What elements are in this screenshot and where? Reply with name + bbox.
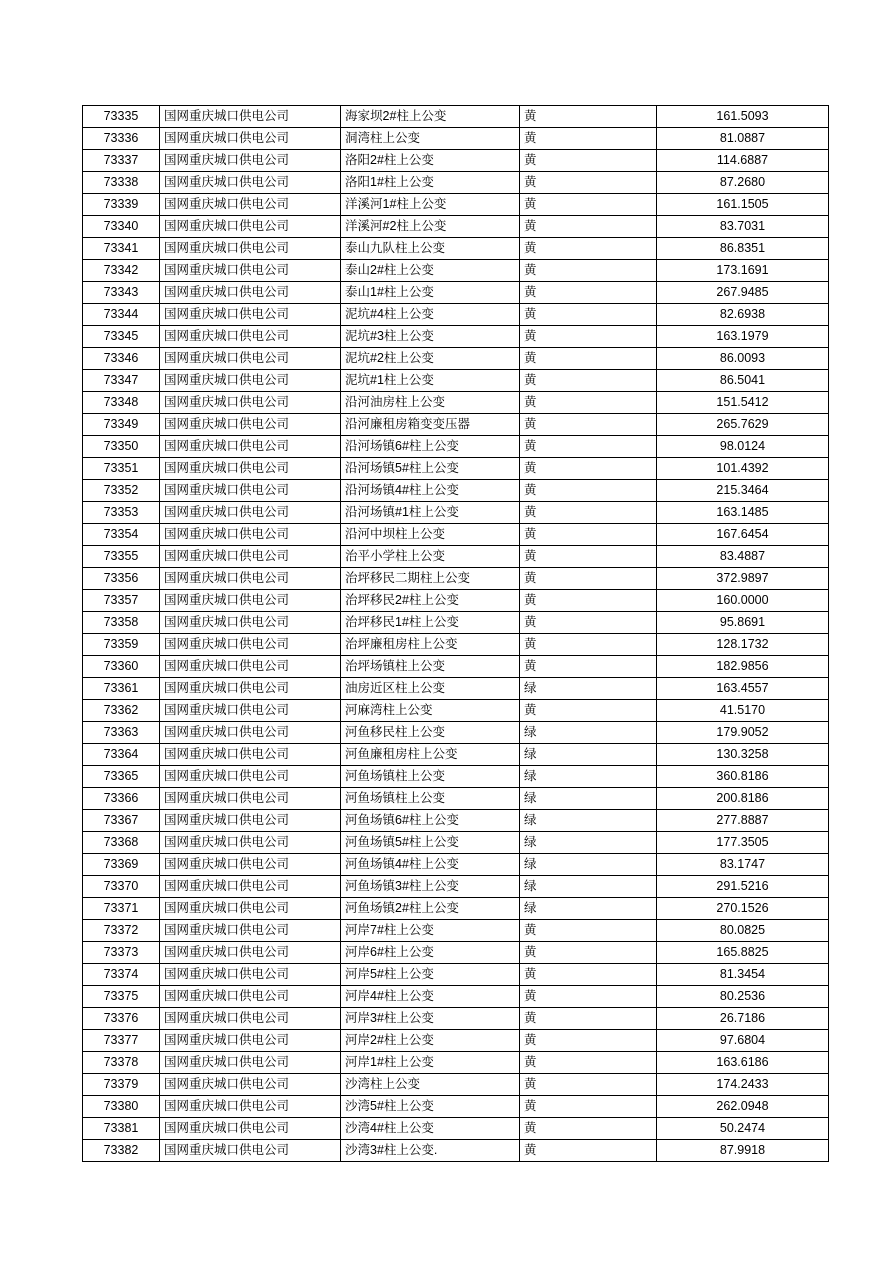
cell-company: 国网重庆城口供电公司	[160, 744, 341, 766]
cell-id: 73355	[83, 546, 160, 568]
cell-color: 黄	[520, 392, 657, 414]
cell-company: 国网重庆城口供电公司	[160, 854, 341, 876]
cell-value: 215.3464	[657, 480, 829, 502]
cell-id: 73344	[83, 304, 160, 326]
cell-value: 95.8691	[657, 612, 829, 634]
cell-value: 83.7031	[657, 216, 829, 238]
cell-device: 沿河中坝柱上公变	[341, 524, 520, 546]
cell-value: 167.6454	[657, 524, 829, 546]
cell-id: 73339	[83, 194, 160, 216]
cell-color: 黄	[520, 106, 657, 128]
cell-color: 黄	[520, 1096, 657, 1118]
cell-company: 国网重庆城口供电公司	[160, 1074, 341, 1096]
cell-id: 73348	[83, 392, 160, 414]
cell-value: 97.6804	[657, 1030, 829, 1052]
table-body	[83, 106, 829, 1162]
cell-id: 73372	[83, 920, 160, 942]
cell-id: 73351	[83, 458, 160, 480]
cell-value: 163.1485	[657, 502, 829, 524]
cell-id: 73376	[83, 1008, 160, 1030]
cell-value: 80.0825	[657, 920, 829, 942]
cell-value: 360.8186	[657, 766, 829, 788]
table-row	[83, 348, 829, 370]
table-row	[83, 898, 829, 920]
cell-value: 98.0124	[657, 436, 829, 458]
table-row	[83, 590, 829, 612]
table-row	[83, 150, 829, 172]
cell-device: 河鱼移民柱上公变	[341, 722, 520, 744]
cell-id: 73366	[83, 788, 160, 810]
cell-device: 沙湾5#柱上公变	[341, 1096, 520, 1118]
cell-color: 黄	[520, 172, 657, 194]
table-row	[83, 546, 829, 568]
cell-device: 沙湾4#柱上公变	[341, 1118, 520, 1140]
cell-color: 黄	[520, 546, 657, 568]
table-row	[83, 832, 829, 854]
cell-color: 黄	[520, 986, 657, 1008]
cell-value: 165.8825	[657, 942, 829, 964]
cell-color: 黄	[520, 964, 657, 986]
cell-company: 国网重庆城口供电公司	[160, 898, 341, 920]
table-row	[83, 1118, 829, 1140]
cell-id: 73369	[83, 854, 160, 876]
cell-color: 黄	[520, 128, 657, 150]
table-row	[83, 634, 829, 656]
table-row	[83, 238, 829, 260]
cell-color: 黄	[520, 150, 657, 172]
cell-company: 国网重庆城口供电公司	[160, 876, 341, 898]
cell-company: 国网重庆城口供电公司	[160, 678, 341, 700]
cell-company: 国网重庆城口供电公司	[160, 656, 341, 678]
table-row	[83, 744, 829, 766]
cell-color: 绿	[520, 678, 657, 700]
cell-id: 73335	[83, 106, 160, 128]
cell-company: 国网重庆城口供电公司	[160, 106, 341, 128]
cell-company: 国网重庆城口供电公司	[160, 128, 341, 150]
cell-device: 治坪场镇柱上公变	[341, 656, 520, 678]
cell-color: 绿	[520, 898, 657, 920]
cell-id: 73349	[83, 414, 160, 436]
cell-id: 73364	[83, 744, 160, 766]
cell-value: 82.6938	[657, 304, 829, 326]
cell-color: 黄	[520, 260, 657, 282]
table-row	[83, 810, 829, 832]
cell-device: 沿河场镇6#柱上公变	[341, 436, 520, 458]
cell-id: 73377	[83, 1030, 160, 1052]
cell-id: 73340	[83, 216, 160, 238]
cell-value: 26.7186	[657, 1008, 829, 1030]
cell-device: 泰山九队柱上公变	[341, 238, 520, 260]
cell-value: 163.4557	[657, 678, 829, 700]
cell-value: 87.2680	[657, 172, 829, 194]
table-row	[83, 920, 829, 942]
cell-color: 黄	[520, 480, 657, 502]
cell-value: 179.9052	[657, 722, 829, 744]
cell-color: 黄	[520, 1052, 657, 1074]
cell-id: 73357	[83, 590, 160, 612]
cell-color: 黄	[520, 920, 657, 942]
table-row	[83, 964, 829, 986]
cell-device: 沿河场镇#1柱上公变	[341, 502, 520, 524]
cell-device: 洛阳2#柱上公变	[341, 150, 520, 172]
cell-device: 河岸4#柱上公变	[341, 986, 520, 1008]
cell-device: 河鱼场镇5#柱上公变	[341, 832, 520, 854]
cell-value: 262.0948	[657, 1096, 829, 1118]
table-row	[83, 788, 829, 810]
cell-company: 国网重庆城口供电公司	[160, 920, 341, 942]
cell-device: 治坪廉租房柱上公变	[341, 634, 520, 656]
cell-value: 267.9485	[657, 282, 829, 304]
cell-color: 绿	[520, 832, 657, 854]
cell-device: 泥坑#4柱上公变	[341, 304, 520, 326]
cell-color: 绿	[520, 810, 657, 832]
cell-value: 81.3454	[657, 964, 829, 986]
table-row	[83, 414, 829, 436]
cell-value: 130.3258	[657, 744, 829, 766]
cell-company: 国网重庆城口供电公司	[160, 326, 341, 348]
cell-value: 161.1505	[657, 194, 829, 216]
table-row	[83, 436, 829, 458]
cell-color: 绿	[520, 876, 657, 898]
cell-color: 黄	[520, 304, 657, 326]
cell-color: 黄	[520, 194, 657, 216]
cell-id: 73353	[83, 502, 160, 524]
cell-device: 洋溪河1#柱上公变	[341, 194, 520, 216]
cell-company: 国网重庆城口供电公司	[160, 238, 341, 260]
cell-device: 河鱼场镇柱上公变	[341, 766, 520, 788]
cell-color: 黄	[520, 238, 657, 260]
table-row	[83, 1052, 829, 1074]
table-row	[83, 128, 829, 150]
cell-company: 国网重庆城口供电公司	[160, 546, 341, 568]
cell-value: 163.1979	[657, 326, 829, 348]
cell-company: 国网重庆城口供电公司	[160, 568, 341, 590]
cell-company: 国网重庆城口供电公司	[160, 1052, 341, 1074]
cell-company: 国网重庆城口供电公司	[160, 1096, 341, 1118]
table-row	[83, 260, 829, 282]
cell-color: 黄	[520, 524, 657, 546]
cell-value: 173.1691	[657, 260, 829, 282]
cell-color: 黄	[520, 1074, 657, 1096]
cell-company: 国网重庆城口供电公司	[160, 810, 341, 832]
table-row	[83, 942, 829, 964]
cell-value: 41.5170	[657, 700, 829, 722]
cell-color: 黄	[520, 1118, 657, 1140]
cell-color: 绿	[520, 766, 657, 788]
table-row	[83, 854, 829, 876]
cell-id: 73342	[83, 260, 160, 282]
table-row	[83, 480, 829, 502]
cell-value: 50.2474	[657, 1118, 829, 1140]
table-row	[83, 304, 829, 326]
cell-value: 177.3505	[657, 832, 829, 854]
cell-device: 洛阳1#柱上公变	[341, 172, 520, 194]
cell-color: 黄	[520, 568, 657, 590]
cell-device: 河鱼场镇4#柱上公变	[341, 854, 520, 876]
table-row	[83, 524, 829, 546]
table-row	[83, 1030, 829, 1052]
cell-id: 73350	[83, 436, 160, 458]
table-row	[83, 568, 829, 590]
cell-color: 黄	[520, 942, 657, 964]
cell-id: 73382	[83, 1140, 160, 1162]
cell-company: 国网重庆城口供电公司	[160, 436, 341, 458]
cell-color: 黄	[520, 1140, 657, 1162]
cell-id: 73359	[83, 634, 160, 656]
cell-id: 73346	[83, 348, 160, 370]
cell-device: 泥坑#3柱上公变	[341, 326, 520, 348]
cell-value: 151.5412	[657, 392, 829, 414]
cell-company: 国网重庆城口供电公司	[160, 282, 341, 304]
cell-company: 国网重庆城口供电公司	[160, 260, 341, 282]
cell-device: 油房近区柱上公变	[341, 678, 520, 700]
cell-color: 绿	[520, 854, 657, 876]
cell-company: 国网重庆城口供电公司	[160, 634, 341, 656]
table-row	[83, 282, 829, 304]
cell-company: 国网重庆城口供电公司	[160, 370, 341, 392]
cell-device: 河鱼场镇柱上公变	[341, 788, 520, 810]
transformer-data-table	[82, 105, 829, 1162]
cell-id: 73343	[83, 282, 160, 304]
cell-value: 86.0093	[657, 348, 829, 370]
cell-company: 国网重庆城口供电公司	[160, 392, 341, 414]
table-row	[83, 1008, 829, 1030]
cell-id: 73360	[83, 656, 160, 678]
cell-device: 洞湾柱上公变	[341, 128, 520, 150]
table-row	[83, 502, 829, 524]
cell-company: 国网重庆城口供电公司	[160, 986, 341, 1008]
cell-company: 国网重庆城口供电公司	[160, 1140, 341, 1162]
table-row	[83, 106, 829, 128]
cell-device: 河岸2#柱上公变	[341, 1030, 520, 1052]
cell-company: 国网重庆城口供电公司	[160, 1118, 341, 1140]
cell-value: 200.8186	[657, 788, 829, 810]
cell-company: 国网重庆城口供电公司	[160, 766, 341, 788]
cell-value: 182.9856	[657, 656, 829, 678]
cell-value: 291.5216	[657, 876, 829, 898]
cell-device: 河岸6#柱上公变	[341, 942, 520, 964]
cell-id: 73345	[83, 326, 160, 348]
cell-device: 河鱼场镇6#柱上公变	[341, 810, 520, 832]
cell-value: 86.5041	[657, 370, 829, 392]
cell-id: 73362	[83, 700, 160, 722]
cell-id: 73373	[83, 942, 160, 964]
cell-id: 73363	[83, 722, 160, 744]
cell-device: 河鱼场镇3#柱上公变	[341, 876, 520, 898]
cell-id: 73367	[83, 810, 160, 832]
cell-value: 80.2536	[657, 986, 829, 1008]
cell-company: 国网重庆城口供电公司	[160, 590, 341, 612]
cell-id: 73341	[83, 238, 160, 260]
cell-company: 国网重庆城口供电公司	[160, 788, 341, 810]
table-row	[83, 1074, 829, 1096]
cell-company: 国网重庆城口供电公司	[160, 964, 341, 986]
cell-value: 101.4392	[657, 458, 829, 480]
cell-value: 114.6887	[657, 150, 829, 172]
data-table-container	[82, 105, 785, 1162]
cell-device: 沿河场镇5#柱上公变	[341, 458, 520, 480]
cell-color: 黄	[520, 634, 657, 656]
cell-device: 河岸3#柱上公变	[341, 1008, 520, 1030]
cell-id: 73371	[83, 898, 160, 920]
cell-device: 泥坑#2柱上公变	[341, 348, 520, 370]
cell-value: 128.1732	[657, 634, 829, 656]
cell-device: 治平小学柱上公变	[341, 546, 520, 568]
cell-company: 国网重庆城口供电公司	[160, 612, 341, 634]
cell-value: 174.2433	[657, 1074, 829, 1096]
cell-value: 270.1526	[657, 898, 829, 920]
cell-color: 黄	[520, 326, 657, 348]
cell-company: 国网重庆城口供电公司	[160, 172, 341, 194]
cell-company: 国网重庆城口供电公司	[160, 700, 341, 722]
cell-id: 73381	[83, 1118, 160, 1140]
cell-color: 黄	[520, 370, 657, 392]
table-row	[83, 1096, 829, 1118]
cell-value: 372.9897	[657, 568, 829, 590]
cell-color: 黄	[520, 348, 657, 370]
table-row	[83, 986, 829, 1008]
cell-device: 治坪移民二期柱上公变	[341, 568, 520, 590]
table-row	[83, 612, 829, 634]
table-row	[83, 370, 829, 392]
cell-value: 83.1747	[657, 854, 829, 876]
cell-company: 国网重庆城口供电公司	[160, 832, 341, 854]
cell-id: 73354	[83, 524, 160, 546]
cell-color: 黄	[520, 590, 657, 612]
cell-device: 治坪移民2#柱上公变	[341, 590, 520, 612]
cell-value: 277.8887	[657, 810, 829, 832]
table-row	[83, 172, 829, 194]
table-row	[83, 656, 829, 678]
cell-value: 161.5093	[657, 106, 829, 128]
cell-device: 沙湾3#柱上公变.	[341, 1140, 520, 1162]
cell-device: 泰山1#柱上公变	[341, 282, 520, 304]
cell-company: 国网重庆城口供电公司	[160, 1008, 341, 1030]
cell-id: 73361	[83, 678, 160, 700]
cell-device: 泰山2#柱上公变	[341, 260, 520, 282]
cell-color: 黄	[520, 458, 657, 480]
cell-color: 绿	[520, 744, 657, 766]
cell-device: 河鱼场镇2#柱上公变	[341, 898, 520, 920]
cell-color: 黄	[520, 502, 657, 524]
cell-company: 国网重庆城口供电公司	[160, 722, 341, 744]
cell-device: 沿河场镇4#柱上公变	[341, 480, 520, 502]
table-row	[83, 766, 829, 788]
cell-id: 73368	[83, 832, 160, 854]
cell-color: 黄	[520, 282, 657, 304]
table-row	[83, 392, 829, 414]
cell-id: 73380	[83, 1096, 160, 1118]
cell-value: 160.0000	[657, 590, 829, 612]
cell-id: 73338	[83, 172, 160, 194]
cell-color: 黄	[520, 436, 657, 458]
cell-device: 沿河油房柱上公变	[341, 392, 520, 414]
cell-color: 黄	[520, 1030, 657, 1052]
cell-device: 泥坑#1柱上公变	[341, 370, 520, 392]
cell-value: 163.6186	[657, 1052, 829, 1074]
table-row	[83, 326, 829, 348]
cell-device: 沙湾柱上公变	[341, 1074, 520, 1096]
cell-id: 73379	[83, 1074, 160, 1096]
table-row	[83, 700, 829, 722]
cell-company: 国网重庆城口供电公司	[160, 194, 341, 216]
cell-device: 河岸7#柱上公变	[341, 920, 520, 942]
cell-device: 洋溪河#2柱上公变	[341, 216, 520, 238]
cell-color: 黄	[520, 216, 657, 238]
cell-company: 国网重庆城口供电公司	[160, 414, 341, 436]
cell-color: 黄	[520, 414, 657, 436]
cell-color: 黄	[520, 656, 657, 678]
cell-company: 国网重庆城口供电公司	[160, 502, 341, 524]
cell-company: 国网重庆城口供电公司	[160, 1030, 341, 1052]
cell-id: 73356	[83, 568, 160, 590]
cell-id: 73365	[83, 766, 160, 788]
cell-id: 73358	[83, 612, 160, 634]
cell-id: 73347	[83, 370, 160, 392]
cell-device: 河麻湾柱上公变	[341, 700, 520, 722]
cell-value: 87.9918	[657, 1140, 829, 1162]
cell-company: 国网重庆城口供电公司	[160, 348, 341, 370]
cell-value: 265.7629	[657, 414, 829, 436]
cell-id: 73337	[83, 150, 160, 172]
cell-value: 81.0887	[657, 128, 829, 150]
cell-company: 国网重庆城口供电公司	[160, 150, 341, 172]
cell-device: 海家坝2#柱上公变	[341, 106, 520, 128]
table-row	[83, 216, 829, 238]
table-row	[83, 458, 829, 480]
cell-id: 73378	[83, 1052, 160, 1074]
cell-color: 黄	[520, 1008, 657, 1030]
cell-device: 河鱼廉租房柱上公变	[341, 744, 520, 766]
cell-id: 73374	[83, 964, 160, 986]
cell-color: 黄	[520, 612, 657, 634]
table-row	[83, 722, 829, 744]
cell-color: 绿	[520, 788, 657, 810]
table-row	[83, 194, 829, 216]
cell-device: 河岸1#柱上公变	[341, 1052, 520, 1074]
cell-value: 83.4887	[657, 546, 829, 568]
cell-id: 73370	[83, 876, 160, 898]
cell-device: 治坪移民1#柱上公变	[341, 612, 520, 634]
table-row	[83, 876, 829, 898]
cell-id: 73336	[83, 128, 160, 150]
table-row	[83, 678, 829, 700]
cell-id: 73375	[83, 986, 160, 1008]
cell-company: 国网重庆城口供电公司	[160, 304, 341, 326]
cell-company: 国网重庆城口供电公司	[160, 458, 341, 480]
cell-device: 沿河廉租房箱变变压器	[341, 414, 520, 436]
cell-company: 国网重庆城口供电公司	[160, 942, 341, 964]
cell-value: 86.8351	[657, 238, 829, 260]
cell-color: 绿	[520, 722, 657, 744]
cell-company: 国网重庆城口供电公司	[160, 216, 341, 238]
cell-id: 73352	[83, 480, 160, 502]
cell-device: 河岸5#柱上公变	[341, 964, 520, 986]
cell-color: 黄	[520, 700, 657, 722]
cell-company: 国网重庆城口供电公司	[160, 480, 341, 502]
table-row	[83, 1140, 829, 1162]
cell-company: 国网重庆城口供电公司	[160, 524, 341, 546]
